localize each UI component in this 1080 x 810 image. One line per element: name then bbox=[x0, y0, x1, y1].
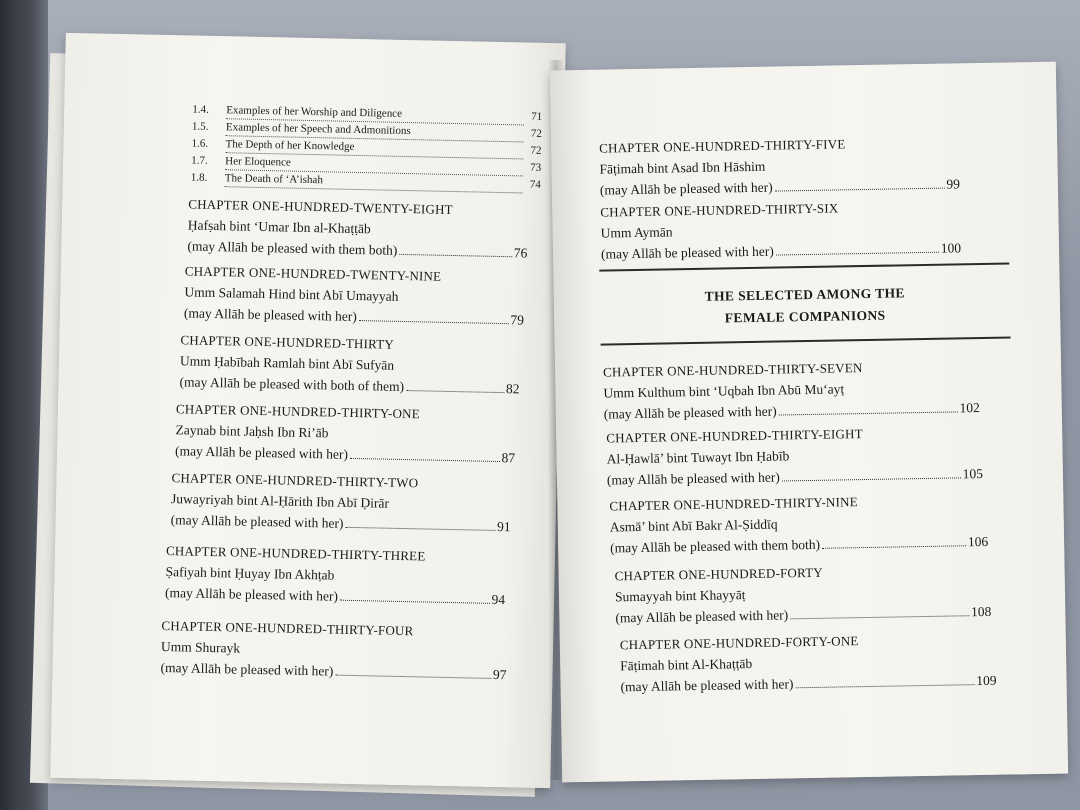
chapter-subject: Al-Ḥawlā’ bint Tuwayt Ibn Ḥabīb bbox=[606, 448, 790, 467]
subsection-title: Examples of her Speech and Admonitions bbox=[226, 119, 524, 142]
subsection-number: 1.5. bbox=[191, 120, 209, 133]
page-number: 102 bbox=[959, 400, 980, 416]
page-number: 97 bbox=[492, 666, 507, 683]
toc-entry bbox=[179, 329, 520, 399]
section-title-line: FEMALE COMPANIONS bbox=[724, 307, 886, 326]
left-page bbox=[50, 33, 565, 788]
chapter-subject: Umm Kulthum bint ‘Uqbah Ibn Abū Mu‘ayṭ bbox=[603, 381, 845, 401]
blessing-note: (may Allāh be pleased with her) bbox=[615, 607, 789, 626]
toc-entry bbox=[175, 398, 516, 468]
chapter-heading: CHAPTER ONE-HUNDRED-THIRTY-THREE bbox=[165, 543, 426, 564]
dot-leader bbox=[335, 675, 491, 679]
blessing-note: (may Allāh be pleased with her) bbox=[606, 469, 780, 488]
chapter-heading: CHAPTER ONE-HUNDRED-THIRTY-EIGHT bbox=[606, 426, 863, 446]
toc-entry bbox=[160, 615, 507, 685]
chapter-heading: CHAPTER ONE-HUNDRED-THIRTY-NINE bbox=[609, 494, 858, 514]
toc-entry bbox=[614, 559, 991, 629]
section-rule-bottom bbox=[601, 336, 1011, 345]
toc-entry bbox=[599, 131, 960, 200]
subsection-list bbox=[191, 102, 543, 194]
blessing-note: (may Allāh be pleased with her) bbox=[603, 403, 777, 422]
toc-entry bbox=[620, 628, 997, 698]
dot-leader bbox=[340, 600, 490, 604]
chapter-subject: Asmā’ bint Abī Bakr Al-Ṣiddīq bbox=[609, 516, 778, 535]
blessing-note: (may Allāh be pleased with her) bbox=[620, 676, 794, 695]
page-number: 87 bbox=[501, 450, 516, 466]
page-number: 79 bbox=[510, 312, 525, 328]
page-number: 105 bbox=[962, 465, 984, 482]
blessing-note: (may Allāh be pleased with them both) bbox=[187, 238, 398, 258]
toc-entry bbox=[603, 355, 980, 425]
subsection-number: 1.7. bbox=[191, 154, 208, 167]
chapter-subject: Umm Salamah Hind bint Abī Umayyah bbox=[184, 284, 399, 304]
chapter-subject: Fāṭimah bint Asad Ibn Hāshim bbox=[599, 158, 766, 177]
subsection-title: The Death of ‘A’ishah bbox=[225, 170, 523, 193]
page-number: 106 bbox=[967, 533, 989, 550]
toc-entry bbox=[606, 421, 983, 491]
chapter-heading: CHAPTER ONE-HUNDRED-THIRTY bbox=[180, 332, 395, 352]
blessing-note: (may Allāh be pleased with them both) bbox=[610, 536, 821, 556]
toc-entry bbox=[600, 195, 961, 264]
blessing-note: (may Allāh be pleased with her) bbox=[174, 443, 349, 462]
toc-entry bbox=[187, 193, 528, 263]
chapter-subject: Fāṭimah bint Al-Khaṭṭāb bbox=[620, 656, 753, 674]
chapter-subject: Umm Shurayk bbox=[160, 638, 241, 656]
section-title-line: THE SELECTED AMONG THE bbox=[704, 285, 906, 304]
dot-leader bbox=[822, 545, 966, 549]
page-number: 100 bbox=[940, 240, 962, 256]
page-number: 108 bbox=[970, 603, 992, 620]
subsection-number: 1.4. bbox=[192, 103, 209, 116]
page-number: 99 bbox=[946, 176, 960, 192]
dot-leader bbox=[795, 684, 974, 688]
chapter-heading: CHAPTER ONE-HUNDRED-TWENTY-NINE bbox=[184, 263, 442, 284]
chapter-subject: Zaynab bint Jaḥsh Ibn Ri’āb bbox=[175, 422, 329, 441]
chapter-heading: CHAPTER ONE-HUNDRED-TWENTY-EIGHT bbox=[188, 196, 453, 217]
chapter-heading: CHAPTER ONE-HUNDRED-THIRTY-FOUR bbox=[161, 617, 414, 639]
dot-leader bbox=[345, 527, 495, 531]
dot-leader bbox=[359, 320, 509, 324]
blessing-note: (may Allāh be pleased with her) bbox=[170, 512, 344, 531]
chapter-heading: CHAPTER ONE-HUNDRED-FORTY-ONE bbox=[619, 633, 859, 653]
chapter-heading: CHAPTER ONE-HUNDRED-THIRTY-SEVEN bbox=[602, 360, 863, 380]
section-title bbox=[600, 280, 1011, 331]
toc-entry bbox=[184, 260, 525, 330]
dot-leader bbox=[406, 390, 504, 393]
blessing-note: (may Allāh be pleased with her) bbox=[160, 659, 334, 679]
page-number: 76 bbox=[513, 245, 528, 261]
subsection-page: 74 bbox=[529, 178, 541, 191]
dot-leader bbox=[350, 458, 500, 462]
chapter-subject: Ṣafiyah bint Ḥuyay Ibn Akhṭab bbox=[165, 564, 335, 583]
dot-leader bbox=[775, 188, 945, 192]
chapter-subject: Sumayyah bint Khayyāṭ bbox=[614, 587, 746, 605]
chapter-heading: CHAPTER ONE-HUNDRED-THIRTY-FIVE bbox=[599, 136, 846, 156]
subsection-title: Her Eloquence bbox=[225, 153, 523, 176]
right-page bbox=[550, 62, 1068, 783]
toc-entry bbox=[609, 489, 988, 559]
subsection-number: 1.8. bbox=[190, 171, 208, 184]
dot-leader bbox=[779, 411, 958, 415]
blessing-note: (may Allāh be pleased with both of them) bbox=[179, 374, 405, 395]
page-number: 94 bbox=[491, 591, 506, 608]
blessing-note: (may Allāh be pleased with her) bbox=[164, 585, 339, 604]
chapter-subject: Umm Aymān bbox=[600, 224, 673, 241]
blessing-note: (may Allāh be pleased with her) bbox=[600, 243, 774, 262]
dot-leader bbox=[782, 477, 961, 481]
chapter-subject: Ḥafṣah bint ‘Umar Ibn al-Khaṭṭāb bbox=[187, 217, 371, 237]
subsection-page: 73 bbox=[530, 161, 542, 174]
toc-entry bbox=[170, 467, 511, 537]
subsection-title: Examples of her Worship and Diligence bbox=[226, 102, 524, 125]
chapter-heading: CHAPTER ONE-HUNDRED-THIRTY-SIX bbox=[600, 200, 839, 220]
chapter-heading: CHAPTER ONE-HUNDRED-THIRTY-ONE bbox=[175, 401, 421, 422]
page-number: 82 bbox=[505, 381, 520, 397]
blessing-note: (may Allāh be pleased with her) bbox=[599, 179, 773, 198]
blessing-note: (may Allāh be pleased with her) bbox=[183, 305, 357, 324]
subsection-number: 1.6. bbox=[191, 137, 209, 150]
subsection-page: 72 bbox=[530, 144, 542, 157]
subsection-page: 71 bbox=[531, 110, 543, 123]
page-number: 109 bbox=[976, 672, 997, 689]
dot-leader bbox=[776, 252, 939, 256]
subsection-page: 72 bbox=[530, 127, 542, 140]
subsection-title: The Depth of her Knowledge bbox=[225, 136, 523, 159]
section-rule-top bbox=[599, 262, 1009, 271]
chapter-heading: CHAPTER ONE-HUNDRED-FORTY bbox=[614, 564, 824, 584]
toc-entry bbox=[165, 540, 506, 610]
chapter-subject: Umm Ḥabībah Ramlah bint Abī Sufyān bbox=[179, 353, 395, 373]
chapter-subject: Juwayriyah bint Al-Ḥārith Ibn Abī Ḍirār bbox=[170, 491, 390, 511]
dot-leader bbox=[399, 254, 512, 257]
page-number: 91 bbox=[496, 518, 511, 535]
dot-leader bbox=[790, 615, 969, 619]
chapter-heading: CHAPTER ONE-HUNDRED-THIRTY-TWO bbox=[171, 470, 419, 491]
